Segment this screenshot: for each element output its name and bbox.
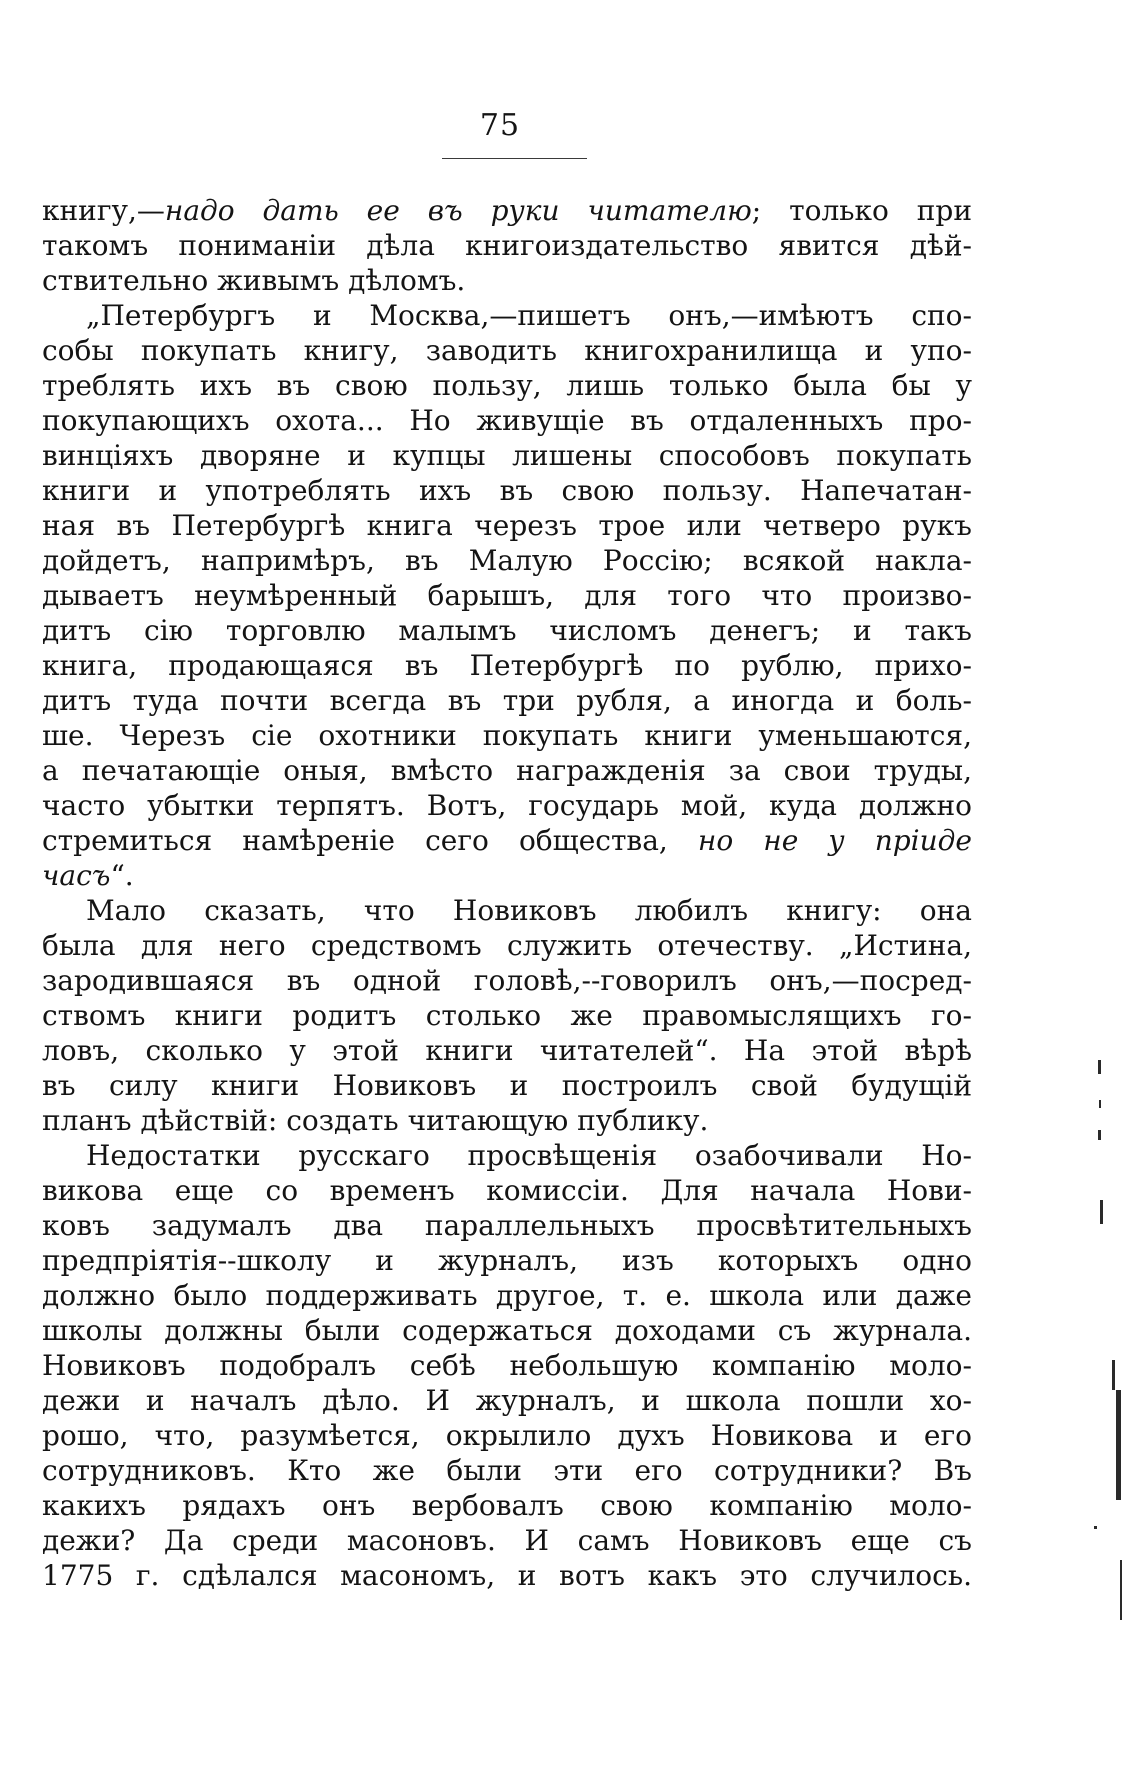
italic-text: но не у пріиде — [697, 824, 972, 857]
text-segment: Мало сказать, что Новиковъ любилъ книгу: она — [86, 894, 972, 927]
text-segment: часто убытки терпятъ. Вотъ, государь мой, куда должно — [42, 789, 972, 822]
text-segment: дитъ сію торговлю малымъ числомъ денегъ; и такъ — [42, 614, 972, 647]
text-line — [42, 543, 972, 578]
text-segment: викова еще со временъ комиссіи. Для начала Нови- — [42, 1174, 972, 1207]
text-line — [42, 963, 972, 998]
margin-speck — [1100, 1200, 1103, 1224]
margin-speck — [1098, 1060, 1101, 1074]
text-segment: въ силу книги Новиковъ и построилъ свой будущій — [42, 1069, 972, 1102]
text-segment: “. — [110, 859, 134, 892]
margin-speck — [1094, 1526, 1097, 1529]
text-line — [42, 1278, 972, 1313]
text-segment: зародившаяся въ одной головѣ,--говорилъ онъ,—посред- — [42, 964, 972, 997]
text-line — [42, 333, 972, 368]
text-segment: стремиться намѣреніе сего общества, — [42, 824, 698, 857]
header-rule — [442, 158, 587, 159]
text-segment: ; только при — [751, 194, 972, 227]
text-line — [42, 1488, 972, 1523]
margin-speck — [1112, 1360, 1115, 1390]
text-line — [42, 858, 972, 893]
text-line — [42, 1138, 972, 1173]
text-segment: ствительно живымъ дѣломъ. — [42, 264, 466, 297]
text-segment: дитъ туда почти всегда въ три рубля, а иногда и боль- — [42, 684, 972, 717]
text-segment: Недостатки русскаго просвѣщенія озабочивали Но- — [86, 1139, 972, 1172]
text-segment: книга, продающаяся въ Петербургѣ по рублю, прихо- — [42, 649, 972, 682]
text-line — [42, 1243, 972, 1278]
text-line — [42, 193, 972, 228]
text-line — [42, 753, 972, 788]
text-line — [42, 438, 972, 473]
text-segment: была для него средствомъ служить отечеству. „Истина, — [42, 929, 972, 962]
italic-text: часъ — [42, 859, 111, 892]
page-number: 75 — [479, 108, 521, 143]
margin-speck — [1120, 1560, 1122, 1620]
text-segment: дежи и началъ дѣло. И журналъ, и школа пошли хо- — [42, 1384, 972, 1417]
margin-scan-marks — [1090, 1060, 1140, 1780]
text-segment: дываетъ неумѣренный барышъ, для того что произво- — [42, 579, 972, 612]
text-line — [42, 473, 972, 508]
text-segment: книгу,— — [42, 194, 165, 227]
text-line — [42, 1453, 972, 1488]
text-line — [42, 718, 972, 753]
text-line — [42, 1418, 972, 1453]
text-line — [42, 368, 972, 403]
text-line — [42, 788, 972, 823]
text-line — [42, 263, 972, 298]
text-line — [42, 1558, 972, 1593]
text-segment: ная въ Петербургѣ книга черезъ трое или четверо рукъ — [42, 509, 972, 542]
text-line — [42, 928, 972, 963]
text-segment: предпріятія--школу и журналъ, изъ которыхъ одно — [42, 1244, 972, 1277]
text-line — [42, 893, 972, 928]
text-segment: рошо, что, разумѣется, окрылило духъ Новикова и его — [42, 1419, 972, 1452]
text-line — [42, 1103, 972, 1138]
text-segment: планъ дѣйствій: создать читающую публику. — [42, 1104, 709, 1137]
text-segment: винціяхъ дворяне и купцы лишены способовъ покупать — [42, 439, 972, 472]
text-segment: а печатающіе оныя, вмѣсто награжденія за свои труды, — [42, 754, 972, 787]
text-segment: ше. Черезъ сіе охотники покупать книги уменьшаются, — [42, 719, 972, 752]
text-segment: Новиковъ подобралъ себѣ небольшую компанію моло- — [42, 1349, 972, 1382]
text-segment: какихъ рядахъ онъ вербовалъ свою компанію моло- — [42, 1489, 972, 1522]
italic-text: надо дать ее въ руки читателю — [164, 194, 752, 227]
margin-edge-line — [1116, 1390, 1121, 1500]
text-line — [42, 403, 972, 438]
text-line — [42, 508, 972, 543]
text-segment: такомъ пониманіи дѣла книгоиздательство явится дѣй- — [42, 229, 972, 262]
text-line — [42, 1068, 972, 1103]
text-segment: ловъ, сколько у этой книги читателей“. На этой вѣрѣ — [42, 1034, 972, 1067]
text-line — [42, 1033, 972, 1068]
text-line — [42, 998, 972, 1033]
text-segment: книги и употреблять ихъ въ свою пользу. Напечатан- — [42, 474, 972, 507]
text-line — [42, 1383, 972, 1418]
text-line — [42, 1523, 972, 1558]
margin-speck — [1098, 1130, 1101, 1140]
text-line — [42, 1348, 972, 1383]
text-line — [42, 1173, 972, 1208]
text-line — [42, 298, 972, 333]
margin-speck — [1099, 1100, 1101, 1108]
text-segment: треблять ихъ въ свою пользу, лишь только была бы у — [42, 369, 972, 402]
text-segment: дойдетъ, напримѣръ, въ Малую Россію; всякой накла- — [42, 544, 972, 577]
text-line — [42, 1208, 972, 1243]
text-segment: должно было поддерживать другое, т. е. школа или даже — [42, 1279, 972, 1312]
text-segment: ствомъ книги родитъ столько же правомыслящихъ го- — [42, 999, 972, 1032]
text-segment: собы покупать книгу, заводить книгохранилища и упо- — [42, 334, 972, 367]
text-line — [42, 578, 972, 613]
text-line — [42, 823, 972, 858]
text-segment: ковъ задумалъ два параллельныхъ просвѣтительныхъ — [42, 1209, 972, 1242]
text-segment: покупающихъ охота... Но живущіе въ отдаленныхъ про- — [42, 404, 972, 437]
text-segment: 1775 г. сдѣлался масономъ, и вотъ какъ это случилось. — [42, 1559, 972, 1592]
text-line — [42, 1313, 972, 1348]
body-text — [42, 193, 972, 1593]
text-line — [42, 228, 972, 263]
text-segment: школы должны были содержаться доходами съ журнала. — [42, 1314, 972, 1347]
text-segment: дежи? Да среди масоновъ. И самъ Новиковъ еще съ — [42, 1524, 972, 1557]
text-line — [42, 613, 972, 648]
text-segment: сотрудниковъ. Кто же были эти его сотрудники? Въ — [42, 1454, 972, 1487]
text-line — [42, 648, 972, 683]
text-segment: „Петербургъ и Москва,—пишетъ онъ,—имѣютъ спо- — [86, 299, 972, 332]
text-line — [42, 683, 972, 718]
